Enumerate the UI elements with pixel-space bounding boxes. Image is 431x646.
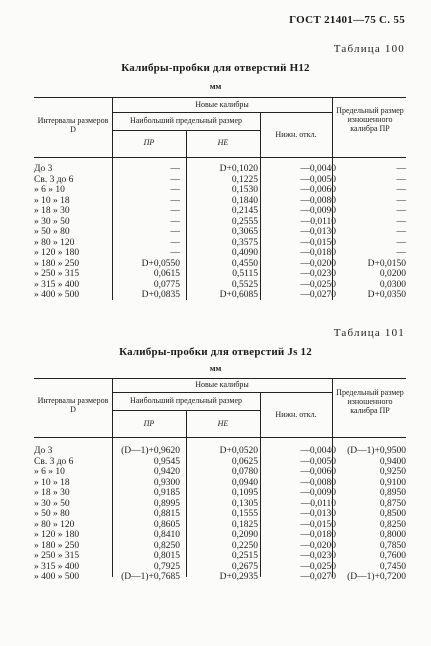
interval-cell: » 10 » 18 <box>34 195 70 206</box>
ne-cell: 0,1825 <box>231 519 258 530</box>
ne-cell: 0,1225 <box>231 174 258 185</box>
table-label: Таблица 101 <box>333 327 405 339</box>
interval-cell: До 3 <box>34 164 53 174</box>
lower-dev-cell: —0,0040 <box>300 446 336 456</box>
pr-cell: — <box>170 227 180 237</box>
interval-cell: » 18 » 30 <box>34 206 70 216</box>
table-row <box>34 185 406 196</box>
pr-cell: 0,9545 <box>153 456 180 467</box>
lower-dev-cell: —0,0040 <box>300 164 336 174</box>
interval-cell: » 315 » 400 <box>34 561 80 572</box>
table-row <box>34 520 406 531</box>
table-row <box>34 269 406 280</box>
header-pr: ПР <box>143 419 155 428</box>
interval-cell: » 30 » 50 <box>34 498 70 509</box>
ne-cell: 0,1095 <box>231 488 258 498</box>
lower-dev-cell: —0,0270 <box>300 290 336 300</box>
header-bottom-rule <box>34 157 406 158</box>
interval-cell: » 315 » 400 <box>34 279 80 290</box>
header-interval: Интервалы размеров D <box>37 116 109 134</box>
table-row <box>34 227 406 238</box>
worn-limit-cell: — <box>396 227 406 237</box>
pr-cell: 0,9420 <box>153 467 180 477</box>
ne-cell: 0,2555 <box>231 216 258 227</box>
lower-dev-cell: —0,0180 <box>300 248 336 258</box>
pr-cell: — <box>170 237 180 248</box>
lower-dev-cell: —0,0130 <box>300 509 336 519</box>
pr-cell: 0,8015 <box>153 551 180 561</box>
pr-cell: D+0,0550 <box>141 258 180 269</box>
pr-cell: 0,9185 <box>153 488 180 498</box>
table-row <box>34 478 406 489</box>
worn-limit-cell: 0,8500 <box>379 509 406 519</box>
worn-limit-cell: 0,7600 <box>379 551 406 561</box>
worn-limit-cell: — <box>396 237 406 248</box>
table-top-rule <box>34 97 406 98</box>
lower-dev-cell: —0,0060 <box>300 185 336 195</box>
worn-limit-cell: — <box>396 206 406 216</box>
pr-cell: 0,8815 <box>153 509 180 519</box>
table-title: Калибры-пробки для отверстий H12 <box>121 62 310 74</box>
header-largest-limit: Наибольший предельный размер <box>129 396 243 405</box>
lower-dev-cell: —0,0230 <box>300 551 336 561</box>
lower-dev-cell: —0,0250 <box>300 279 336 290</box>
pr-cell: 0,8605 <box>153 519 180 530</box>
ne-cell: 0,2250 <box>231 540 258 551</box>
worn-limit-cell: — <box>396 174 406 185</box>
worn-limit-cell: 0,0200 <box>379 269 406 279</box>
table-row <box>34 488 406 499</box>
header-rule <box>112 112 332 113</box>
interval-cell: » 18 » 30 <box>34 488 70 498</box>
pr-cell: 0,8410 <box>153 530 180 540</box>
table-row <box>34 446 406 457</box>
page-header: ГОСТ 21401—75 С. 55 <box>289 14 405 26</box>
ne-cell: 0,5115 <box>232 269 258 279</box>
pr-cell: 0,8250 <box>153 540 180 551</box>
header-new-calibers: Новые калибры <box>195 380 249 389</box>
table-top-rule <box>34 378 406 379</box>
ne-cell: D+0,1020 <box>219 164 258 174</box>
table-row <box>34 290 406 301</box>
ne-cell: D+0,6085 <box>219 290 258 300</box>
lower-dev-cell: —0,0090 <box>300 206 336 216</box>
ne-cell: 0,1840 <box>231 195 258 206</box>
pr-cell: — <box>170 195 180 206</box>
table-row <box>34 562 406 573</box>
pr-cell: — <box>170 174 180 185</box>
lower-dev-cell: —0,0270 <box>300 572 336 582</box>
worn-limit-cell: (D—1)+0,7200 <box>347 572 406 582</box>
interval-cell: » 120 » 180 <box>34 248 80 258</box>
table-row <box>34 467 406 478</box>
interval-cell: » 180 » 250 <box>34 258 80 269</box>
header-ne: НЕ <box>217 419 229 428</box>
table-row <box>34 259 406 270</box>
interval-cell: Св. 3 до 6 <box>34 174 74 185</box>
lower-dev-cell: —0,0110 <box>300 216 336 227</box>
ne-cell: 0,2675 <box>231 561 258 572</box>
ne-cell: 0,1555 <box>231 509 258 519</box>
worn-limit-cell: 0,7850 <box>379 540 406 551</box>
pr-cell: 0,9300 <box>153 477 180 488</box>
lower-dev-cell: —0,0150 <box>300 237 336 248</box>
worn-limit-cell: — <box>396 248 406 258</box>
table-row <box>34 572 406 583</box>
worn-limit-cell: 0,8950 <box>379 488 406 498</box>
worn-limit-cell: 0,9250 <box>379 467 406 477</box>
header-largest-limit: Наибольший предельный размер <box>129 116 243 125</box>
ne-cell: D+0,2935 <box>219 572 258 582</box>
interval-cell: » 50 » 80 <box>34 509 70 519</box>
pr-cell: 0,0615 <box>153 269 180 279</box>
ne-cell: 0,0940 <box>231 477 258 488</box>
table-row <box>34 206 406 217</box>
table-row <box>34 541 406 552</box>
ne-cell: 0,2090 <box>231 530 258 540</box>
worn-limit-cell: 0,8000 <box>379 530 406 540</box>
lower-dev-cell: —0,0180 <box>300 530 336 540</box>
interval-cell: » 400 » 500 <box>34 290 80 300</box>
ne-cell: 0,0625 <box>231 456 258 467</box>
pr-cell: (D—1)+0,9620 <box>121 446 180 456</box>
table-unit: мм <box>209 363 222 373</box>
table-row <box>34 238 406 249</box>
lower-dev-cell: —0,0150 <box>300 519 336 530</box>
pr-cell: D+0,0835 <box>141 290 180 300</box>
pr-cell: 0,8995 <box>153 498 180 509</box>
worn-limit-cell: 0,8250 <box>379 519 406 530</box>
interval-cell: » 30 » 50 <box>34 216 70 227</box>
pr-cell: (D—1)+0,7685 <box>121 572 180 582</box>
header-worn-limit: Предельный размер изношенного калибра ПР <box>336 106 404 133</box>
ne-cell: 0,2145 <box>231 206 258 216</box>
table-title: Калибры-пробки для отверстий Js 12 <box>119 346 312 358</box>
worn-limit-cell: 0,9100 <box>379 477 406 488</box>
interval-cell: » 250 » 315 <box>34 551 80 561</box>
worn-limit-cell: (D—1)+0,9500 <box>347 446 406 456</box>
table-body <box>34 164 406 301</box>
lower-dev-cell: —0,0090 <box>300 488 336 498</box>
pr-cell: 0,7925 <box>153 561 180 572</box>
header-ne: НЕ <box>217 138 229 147</box>
table-row <box>34 530 406 541</box>
header-interval: Интервалы размеров D <box>37 396 109 414</box>
header-worn-limit: Предельный размер изношенного калибра ПР <box>336 388 404 415</box>
worn-limit-cell: 0,0300 <box>379 279 406 290</box>
ne-cell: 0,2515 <box>231 551 258 561</box>
ne-cell: 0,5525 <box>231 279 258 290</box>
table-row <box>34 280 406 291</box>
worn-limit-cell: D+0,0350 <box>367 290 406 300</box>
pr-cell: — <box>170 248 180 258</box>
lower-dev-cell: —0,0250 <box>300 561 336 572</box>
interval-cell: » 80 » 120 <box>34 237 75 248</box>
header-lower-dev: Нижн. откл. <box>275 410 317 419</box>
table-row <box>34 175 406 186</box>
table-row <box>34 551 406 562</box>
pr-cell: 0,0775 <box>153 279 180 290</box>
worn-limit-cell: 0,8750 <box>379 498 406 509</box>
pr-cell: — <box>170 216 180 227</box>
interval-cell: » 180 » 250 <box>34 540 80 551</box>
header-lower-dev: Нижн. откл. <box>275 130 317 139</box>
worn-limit-cell: — <box>396 216 406 227</box>
header-bottom-rule <box>34 437 406 438</box>
table-body <box>34 446 406 583</box>
table-row <box>34 499 406 510</box>
header-pr: ПР <box>143 138 155 147</box>
worn-limit-cell: — <box>396 185 406 195</box>
interval-cell: » 400 » 500 <box>34 572 80 582</box>
lower-dev-cell: —0,0050 <box>300 174 336 185</box>
ne-cell: 0,1305 <box>231 498 258 509</box>
lower-dev-cell: —0,0200 <box>300 258 336 269</box>
pr-cell: — <box>170 164 180 174</box>
lower-dev-cell: —0,0230 <box>300 269 336 279</box>
pr-cell: — <box>170 206 180 216</box>
interval-cell: Св. 3 до 6 <box>34 456 74 467</box>
lower-dev-cell: —0,0200 <box>300 540 336 551</box>
worn-limit-cell: — <box>396 164 406 174</box>
ne-cell: 0,4550 <box>231 258 258 269</box>
column-divider <box>332 97 333 157</box>
column-divider <box>332 378 333 437</box>
ne-cell: 0,3575 <box>231 237 258 248</box>
worn-limit-cell: 0,7450 <box>379 561 406 572</box>
header-new-calibers: Новые калибры <box>195 100 249 109</box>
ne-cell: 0,1530 <box>231 185 258 195</box>
worn-limit-cell: D+0,0150 <box>367 258 406 269</box>
pr-cell: — <box>170 185 180 195</box>
interval-cell: До 3 <box>34 446 53 456</box>
table-label: Таблица 100 <box>333 43 405 55</box>
table-row <box>34 509 406 520</box>
interval-cell: » 10 » 18 <box>34 477 70 488</box>
worn-limit-cell: 0,9400 <box>379 456 406 467</box>
lower-dev-cell: —0,0060 <box>300 467 336 477</box>
ne-cell: D+0,0520 <box>219 446 258 456</box>
table-row <box>34 248 406 259</box>
table-row <box>34 164 406 175</box>
interval-cell: » 6 » 10 <box>34 467 65 477</box>
interval-cell: » 250 » 315 <box>34 269 80 279</box>
lower-dev-cell: —0,0130 <box>300 227 336 237</box>
interval-cell: » 6 » 10 <box>34 185 65 195</box>
lower-dev-cell: —0,0080 <box>300 477 336 488</box>
ne-cell: 0,4090 <box>231 248 258 258</box>
table-row <box>34 217 406 228</box>
header-rule <box>112 392 332 393</box>
lower-dev-cell: —0,0050 <box>300 456 336 467</box>
interval-cell: » 80 » 120 <box>34 519 75 530</box>
ne-cell: 0,3065 <box>231 227 258 237</box>
interval-cell: » 50 » 80 <box>34 227 70 237</box>
ne-cell: 0,0780 <box>231 467 258 477</box>
lower-dev-cell: —0,0080 <box>300 195 336 206</box>
interval-cell: » 120 » 180 <box>34 530 80 540</box>
table-unit: мм <box>209 81 222 91</box>
table-row <box>34 196 406 207</box>
table-row <box>34 457 406 468</box>
lower-dev-cell: —0,0110 <box>300 498 336 509</box>
worn-limit-cell: — <box>396 195 406 206</box>
